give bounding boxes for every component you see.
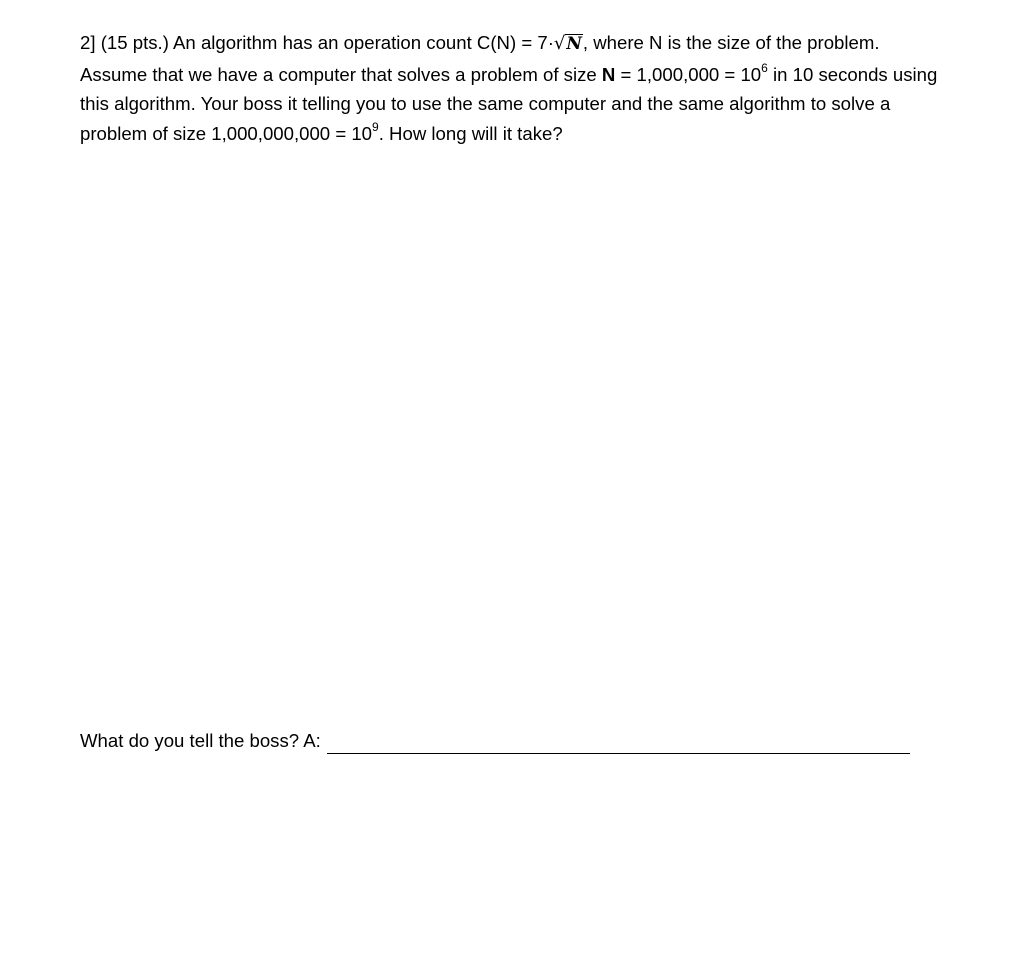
question-text: = 1,000,000 = 10 [615,63,762,85]
sqrt-formula [554,29,583,60]
question-2 [80,28,985,148]
question-text: , where N is the size of the problem. [582,32,880,53]
exponent: 9 [372,120,379,135]
question-line-3: this algorithm. Your boss it telling you to use the same computer and the same algorithm to solve a [80,93,891,114]
question-line-1 [80,28,985,60]
sqrt-icon: √ [553,33,566,54]
bold-variable: N [601,63,616,85]
question-line-2 [80,60,985,90]
question-text: in 10 seconds using [767,63,938,85]
answer-prompt: What do you tell the boss? A: [80,730,321,751]
question-text: An algorithm has an operation count C(N) = 7· [173,32,554,53]
question-text: . How long will it take? [378,122,563,144]
question-points: (15 pts.) [100,32,169,53]
answer-blank-field[interactable] [327,731,910,754]
exponent: 6 [761,61,768,76]
question-text: problem of size 1,000,000,000 = 10 [80,122,373,144]
question-text: Assume that we have a computer that solves a problem of size [80,63,602,85]
question-number: 2] [80,32,96,53]
answer-row [80,728,910,754]
question-line-4 [80,119,985,149]
sqrt-radicand: N [566,34,582,54]
